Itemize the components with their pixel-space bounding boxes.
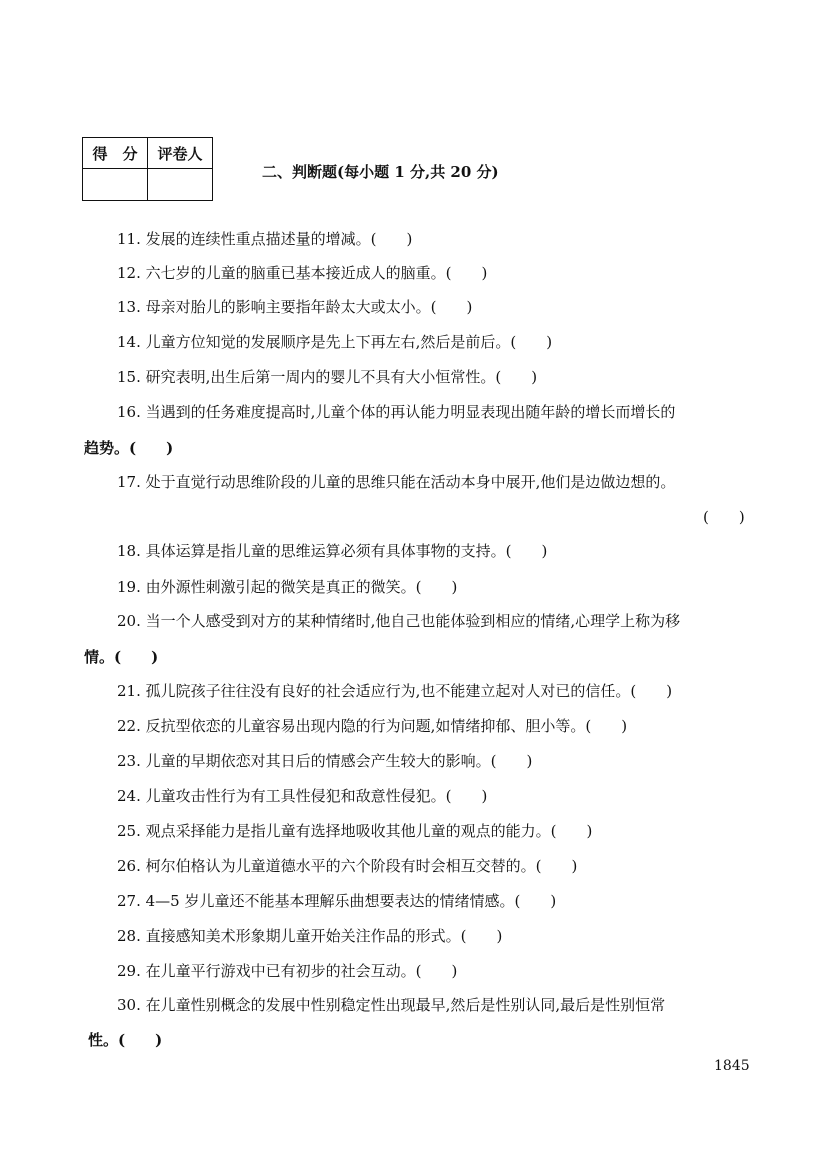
question-30-line-2: 性。( ) xyxy=(88,1031,163,1049)
question-20-line-2: 情。( ) xyxy=(84,648,159,666)
question-22: 22. 反抗型依恋的儿童容易出现内隐的行为问题,如情绪抑郁、胆小等。( ) xyxy=(117,717,628,735)
question-17-line-2: ( ) xyxy=(703,508,745,526)
question-25: 25. 观点采择能力是指儿童有选择地吸收其他儿童的观点的能力。( ) xyxy=(117,822,593,840)
question-18: 18. 具体运算是指儿童的思维运算必须有具体事物的支持。( ) xyxy=(117,542,548,560)
question-11: 11. 发展的连续性重点描述量的增减。( ) xyxy=(117,230,413,248)
question-16-line-1: 16. 当遇到的任务难度提高时,儿童个体的再认能力明显表现出随年龄的增长而增长的 xyxy=(117,403,676,421)
question-14: 14. 儿童方位知觉的发展顺序是先上下再左右,然后是前后。( ) xyxy=(117,333,553,351)
question-12: 12. 六七岁的儿童的脑重已基本接近成人的脑重。( ) xyxy=(117,264,488,282)
question-23: 23. 儿童的早期依恋对其日后的情感会产生较大的影响。( ) xyxy=(117,752,533,770)
grader-label: 评卷人 xyxy=(148,138,213,169)
question-19: 19. 由外源性刺激引起的微笑是真正的微笑。( ) xyxy=(117,578,458,596)
question-17-line-1: 17. 处于直觉行动思维阶段的儿童的思维只能在活动本身中展开,他们是边做边想的。 xyxy=(117,473,676,491)
question-20-line-1: 20. 当一个人感受到对方的某种情绪时,他自己也能体验到相应的情绪,心理学上称为移 xyxy=(117,612,681,630)
question-15: 15. 研究表明,出生后第一周内的婴儿不具有大小恒常性。( ) xyxy=(117,368,538,386)
question-16-line-2: 趋势。( ) xyxy=(84,439,174,457)
score-label: 得 分 xyxy=(83,138,148,169)
question-28: 28. 直接感知美术形象期儿童开始关注作品的形式。( ) xyxy=(117,927,503,945)
section-title: 二、判断题(每小题 1 分,共 20 分) xyxy=(262,163,499,181)
question-24: 24. 儿童攻击性行为有工具性侵犯和敌意性侵犯。( ) xyxy=(117,787,488,805)
page-number: 1845 xyxy=(714,1058,750,1074)
score-cell[interactable] xyxy=(83,169,148,201)
question-21: 21. 孤儿院孩子往往没有良好的社会适应行为,也不能建立起对人对已的信任。( ) xyxy=(117,682,673,700)
question-29: 29. 在儿童平行游戏中已有初步的社会互动。( ) xyxy=(117,962,458,980)
question-26: 26. 柯尔伯格认为儿童道德水平的六个阶段有时会相互交替的。( ) xyxy=(117,857,578,875)
question-30-line-1: 30. 在儿童性别概念的发展中性别稳定性出现最早,然后是性别认同,最后是性别恒常 xyxy=(117,996,666,1014)
score-table xyxy=(82,137,213,201)
question-13: 13. 母亲对胎儿的影响主要指年龄太大或太小。( ) xyxy=(117,298,473,316)
grader-cell[interactable] xyxy=(148,169,213,201)
question-27: 27. 4—5 岁儿童还不能基本理解乐曲想要表达的情绪情感。( ) xyxy=(117,892,557,910)
